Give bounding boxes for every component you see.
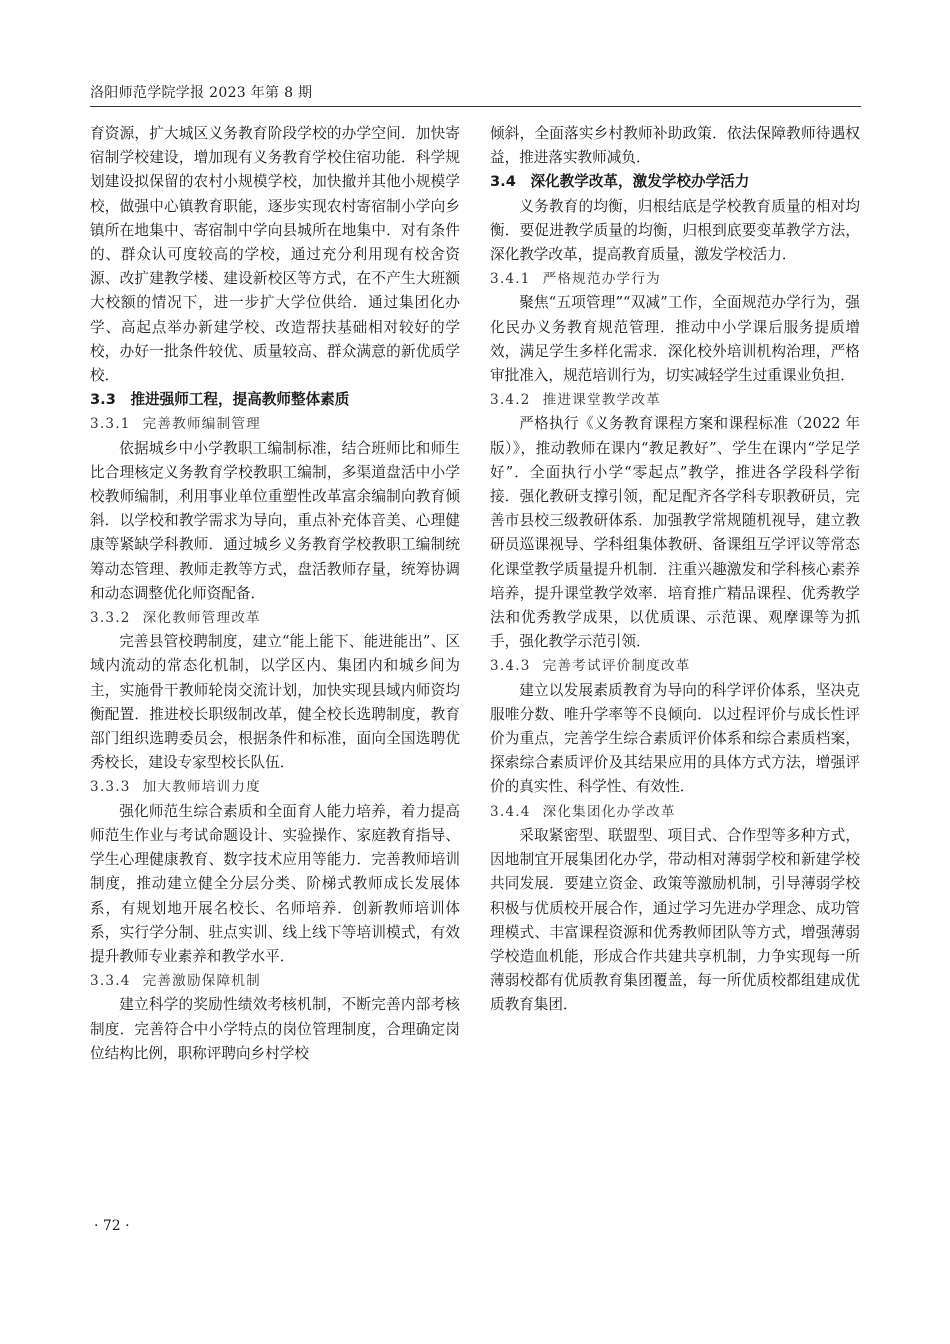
subsection-title: 加大教师培训力度 bbox=[142, 779, 261, 796]
header-rule bbox=[90, 106, 861, 107]
subsection-title: 推进课堂教学改革 bbox=[542, 392, 661, 409]
subsection-title: 完善教师编制管理 bbox=[142, 416, 261, 433]
journal-header: 洛阳师范学院学报 2023 年第 8 期 bbox=[90, 85, 313, 101]
subsection-number: 3.4.2 bbox=[490, 392, 531, 409]
subsection-number: 3.3.2 bbox=[90, 610, 131, 627]
subsection-heading-3-3-3 bbox=[90, 775, 460, 799]
section-heading-3-4: 3.4 深化教学改革，激发学校办学活力 bbox=[490, 173, 750, 191]
section-heading-3-3: 3.3 推进强师工程，提高教师整体素质 bbox=[90, 391, 350, 409]
subsection-title: 深化教师管理改革 bbox=[142, 610, 261, 627]
continued-paragraph: 育资源，扩大城区义务教育阶段学校的办学空间．加快寄宿制学校建设，增加现有义务教育学校住宿功能．科学规划建设拟保留的农村小规模学校，加快撤并其他小规模学校，做强中心镇教育职能，逐步实现农村寄宿制小学向乡镇所在地集中、寄宿制中学向县城所在地集中．对有条件的、群众认可度较高的学校，通过充分利用现有校舍资源、改扩建教学楼、建设新校区等方式，在不产生大班额大校额的情况下，进一步扩大学位供给．通过集团化办学、高起点举办新建学校、改造帮扶基础相对较好的学校，办好一批条件较优、质量较高、群众满意的新优质学校． bbox=[90, 125, 460, 385]
left-column bbox=[90, 122, 460, 1066]
subsection-heading-3-4-4 bbox=[490, 800, 860, 824]
subsection-heading-3-4-1 bbox=[490, 267, 860, 291]
subsection-heading-3-4-3 bbox=[490, 654, 860, 678]
paragraph: 建立科学的奖励性绩效考核机制，不断完善内部考核制度．完善符合中小学特点的岗位管理制度，合理确定岗位结构比例，职称评聘向乡村学校 bbox=[90, 996, 460, 1062]
paragraph: 强化师范生综合素质和全面育人能力培养，着力提高师范生作业与考试命题设计、实验操作、家庭教育指导、学生心理健康教育、数字技术应用等能力．完善教师培训制度，推动建立健全分层分类、阶梯式教师成长发展体系，有规划地开展名校长、名师培养．创新教师培训体系，实行学分制、驻点实训、线上线下等培训模式，有效提升教师专业素养和教学水平． bbox=[90, 802, 460, 965]
subsection-title: 完善激励保障机制 bbox=[142, 973, 261, 990]
subsection-number: 3.4.1 bbox=[490, 271, 531, 288]
paragraph: 义务教育的均衡，归根结底是学校教育质量的相对均衡．要促进教学质量的均衡，归根到底要变革教学方法，深化教学改革，提高教育质量，激发学校活力． bbox=[490, 197, 860, 264]
paragraph: 依据城乡中小学教职工编制标准，结合班师比和师生比合理核定义务教育学校教职工编制，多渠道盘活中小学校教师编制，利用事业单位重塑性改革富余编制向教育倾斜．以学校和教学需求为导向，重点补充体音美、心理健康等紧缺学科教师．通过城乡义务教育学校教职工编制统筹动态管理、教师走教等方式，盘活教师存量，统筹协调和动态调整优化师资配备． bbox=[90, 439, 460, 602]
paragraph: 采取紧密型、联盟型、项目式、合作型等多种方式，因地制宜开展集团化办学，带动相对薄弱学校和新建学校共同发展．要建立资金、政策等激励机制，引导薄弱学校积极与优质校开展合作，通过学习先进办学理念、成功管理模式、丰富课程资源和优秀教师团队等方式，增强薄弱学校造血机能，形成合作共建共享机制，力争实现每一所薄弱校都有优质教育集团覆盖，每一所优质校都组建成优质教育集团． bbox=[490, 826, 860, 1014]
subsection-number: 3.3.4 bbox=[90, 973, 131, 990]
subsection-heading-3-3-2 bbox=[90, 606, 460, 630]
subsection-title: 深化集团化办学改革 bbox=[542, 803, 676, 820]
paragraph: 建立以发展素质教育为导向的科学评价体系，坚决克服唯分数、唯升学率等不良倾向．以过程评价与成长性评价为重点，完善学生综合素质评价体系和综合素质档案，探索综合素质评价及其结果应用的具体方式方法，增强评价的真实性、科学性、有效性． bbox=[490, 681, 860, 796]
subsection-number: 3.4.3 bbox=[490, 658, 531, 675]
subsection-title: 严格规范办学行为 bbox=[542, 271, 661, 288]
page-number: · 72 · bbox=[94, 1218, 130, 1234]
subsection-heading-3-3-4 bbox=[90, 969, 460, 993]
subsection-heading-3-4-2 bbox=[490, 388, 860, 412]
paragraph: 聚焦“五项管理”“双减”工作，全面规范办学行为，强化民办义务教育规范管理．推动中小学课后服务提质增效，满足学生多样化需求．深化校外培训机构治理，严格审批准入，规范培训行为，切实减轻学生过重课业负担． bbox=[490, 294, 860, 385]
subsection-title: 完善考试评价制度改革 bbox=[542, 658, 691, 675]
right-column bbox=[490, 122, 860, 1018]
paragraph: 完善县管校聘制度，建立“能上能下、能进能出”、区域内流动的常态化机制，以学区内、集团内和城乡间为主，实施骨干教师轮岗交流计划，加快实现县域内师资均衡配置．推进校长职级制改革，健全校长选聘制度，教育部门组织选聘委员会，根据条件和标准，面向全国选聘优秀校长，建设专家型校长队伍． bbox=[90, 633, 460, 772]
paragraph: 严格执行《义务教育课程方案和课程标准（2022 年版）》，推动教师在课内“教足教好”、学生在课内“学足学好”．全面执行小学“零起点”教学，推进各学段科学衔接．强化教研支撑引领，配足配齐各学科专职教研员，完善市县校三级教研体系．加强教学常规随机视导，建立教研员巡课视导、学科组集体教研、备课组互学评议等常态化课堂教学质量提升机制．注重兴趣激发和学科核心素养培养，提升课堂教学效率．培育推广精品课程、优秀教学法和优秀教学成果，以优质课、示范课、观摩课等为抓手，强化教学示范引领． bbox=[490, 415, 860, 651]
subsection-number: 3.3.1 bbox=[90, 416, 131, 433]
subsection-number: 3.3.3 bbox=[90, 779, 131, 796]
subsection-number: 3.4.4 bbox=[490, 803, 531, 820]
subsection-heading-3-3-1 bbox=[90, 412, 460, 436]
continued-paragraph: 倾斜，全面落实乡村教师补助政策．依法保障教师待遇权益，推进落实教师减负． bbox=[490, 125, 860, 167]
